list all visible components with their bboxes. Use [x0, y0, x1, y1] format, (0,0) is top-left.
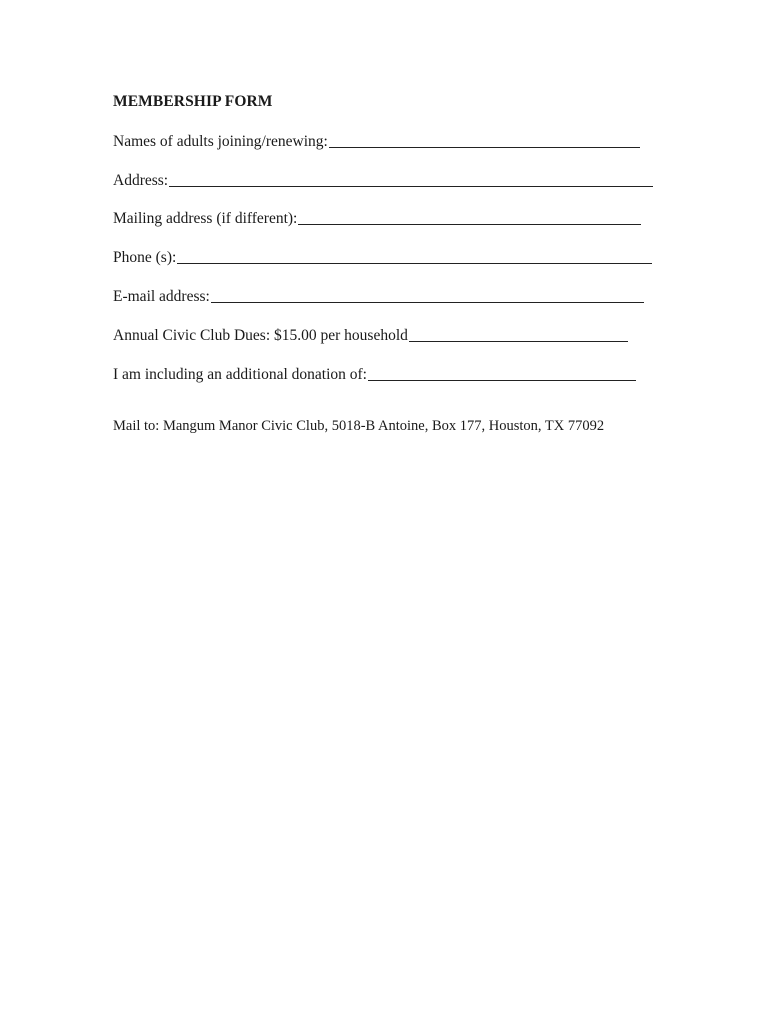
address-field-row — [113, 170, 653, 192]
donation-blank-line[interactable] — [368, 366, 636, 381]
donation-label: I am including an additional donation of: — [113, 366, 367, 383]
address-label: Address: — [113, 172, 169, 189]
dues-field-row — [113, 325, 628, 347]
phone-label: Phone (s): — [113, 249, 177, 266]
mailing-address-label: Mailing address (if different): — [113, 210, 298, 227]
names-field-row — [113, 131, 640, 153]
mail-to-address: Mail to: Mangum Manor Civic Club, 5018-B Antoine, Box 177, Houston, TX 77092 — [113, 418, 605, 434]
email-label: E-mail address: — [113, 288, 210, 305]
mailing-address-blank-line[interactable] — [298, 210, 641, 225]
mailing-address-field-row — [113, 208, 641, 230]
donation-field-row — [113, 364, 636, 386]
email-field-row — [113, 286, 644, 308]
address-blank-line[interactable] — [169, 172, 653, 187]
phone-blank-line[interactable] — [177, 249, 652, 264]
dues-blank-line[interactable] — [409, 327, 628, 342]
names-blank-line[interactable] — [329, 133, 640, 148]
dues-label: Annual Civic Club Dues: $15.00 per household — [113, 327, 408, 344]
form-title: MEMBERSHIP FORM — [113, 93, 273, 110]
phone-field-row — [113, 247, 652, 269]
email-blank-line[interactable] — [211, 288, 644, 303]
names-label: Names of adults joining/renewing: — [113, 133, 328, 150]
